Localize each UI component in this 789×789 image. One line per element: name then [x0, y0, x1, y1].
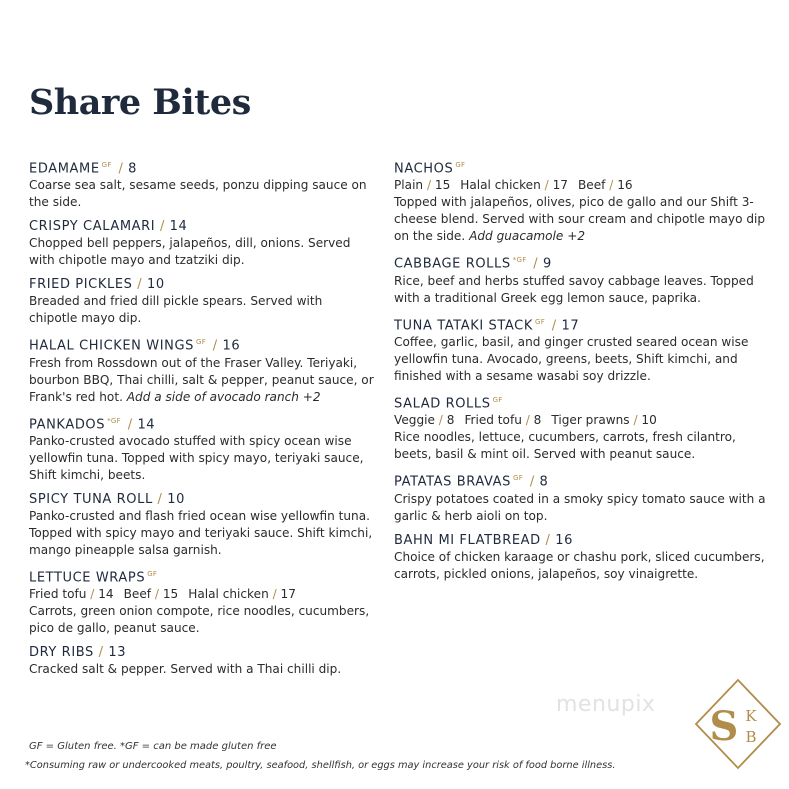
menu-option-label: Tiger prawns	[551, 413, 630, 428]
menu-option-price: 8	[533, 413, 542, 428]
menu-option	[551, 413, 656, 427]
menu-item	[394, 532, 774, 583]
menu-item-header	[394, 532, 774, 549]
menu-item-name: SPICY TUNA ROLL	[29, 491, 153, 507]
menu-item	[29, 566, 374, 637]
menu-option-label: Halal chicken	[188, 587, 269, 602]
skb-logo-icon	[694, 678, 782, 770]
menu-option-price: 14	[98, 587, 114, 602]
menu-item-price: 8	[539, 474, 549, 490]
menu-option-label: Veggie	[394, 413, 435, 428]
menu-option	[124, 587, 179, 601]
menu-item-name: CRISPY CALAMARI	[29, 219, 156, 235]
menu-item-description-text: Panko-crusted avocado stuffed with spicy ocean wise yellowfin tuna. Topped with spicy mayo, teriyaki sauce, Shift kimchi, beets.	[29, 433, 364, 482]
menu-option	[394, 413, 454, 427]
menu-item-description	[29, 177, 374, 211]
menu-item-price: 14	[169, 219, 188, 235]
price-separator: /	[272, 587, 277, 602]
menu-item	[29, 157, 374, 211]
menu-item-name: NACHOS	[394, 161, 454, 177]
menu-option-label: Fried tofu	[464, 413, 522, 428]
menu-option	[188, 587, 296, 601]
menu-item-price: 8	[128, 161, 138, 177]
menu-item-description	[29, 433, 374, 484]
price-separator: /	[551, 317, 557, 333]
menu-item-description	[394, 273, 774, 307]
menu-item-description-text: Topped with jalapeños, olives, pico de gallo and our Shift 3-cheese blend. Served with sour cream and chipotle mayo dip on the side.	[394, 195, 766, 244]
price-separator: /	[525, 413, 530, 428]
menu-item-name: CABBAGE ROLLS	[394, 256, 511, 272]
menu-item-description	[394, 334, 774, 385]
price-separator: /	[98, 645, 104, 661]
gluten-free-badge: GF	[513, 474, 524, 483]
menu-item	[29, 276, 374, 327]
price-separator: /	[154, 587, 159, 602]
menu-item-description-text: Breaded and fried dill pickle spears. Served with chipotle mayo dip.	[29, 294, 323, 326]
menu-option	[394, 178, 450, 192]
menu-item	[29, 218, 374, 269]
menu-item-price: 14	[137, 416, 156, 432]
menu-item-description-text: Fresh from Rossdown out of the Fraser Valley. Teriyaki, bourbon BBQ, Thai chilli, salt & pepper, peanut sauce, or Frank's red hot.	[29, 355, 374, 404]
price-separator: /	[159, 219, 165, 235]
menu-item-description	[29, 603, 374, 637]
menu-item-description	[29, 355, 374, 406]
menu-item-name: FRIED PICKLES	[29, 277, 133, 293]
menu-item-name: LETTUCE WRAPS	[29, 570, 146, 586]
price-separator: /	[127, 416, 133, 432]
menu-item-price: 16	[222, 338, 241, 354]
menu-item-name: TUNA TATAKI STACK	[394, 317, 533, 333]
menu-item-header	[29, 413, 374, 433]
menu-item-description	[29, 508, 374, 559]
menu-item-description-text: Choice of chicken karaage or chashu pork, sliced cucumbers, carrots, pickled onions, jalapeños, soy vinaigrette.	[394, 549, 765, 581]
menu-item	[394, 157, 774, 245]
gluten-free-badge: *GF	[512, 256, 527, 265]
menu-item-name: DRY RIBS	[29, 645, 94, 661]
menu-item-description-text: Cracked salt & pepper. Served with a Thai chilli dip.	[29, 662, 342, 677]
price-separator: /	[426, 178, 432, 193]
menu-item-description	[394, 429, 774, 463]
page-title: Share Bites	[29, 82, 251, 123]
menu-item	[394, 252, 774, 306]
menu-item-description-text: Coarse sea salt, sesame seeds, ponzu dipping sauce on the side.	[29, 178, 367, 210]
menu-option-label: Fried tofu	[29, 587, 87, 602]
menu-item-description	[394, 491, 774, 525]
menu-item-header	[29, 644, 374, 661]
menu-item	[394, 392, 774, 463]
menu-option-label: Beef	[577, 178, 606, 193]
menu-item-description-text: Carrots, green onion compote, rice noodles, cucumbers, pico de gallo, peanut sauce.	[29, 604, 370, 636]
watermark: menupix	[556, 692, 656, 717]
price-separator: /	[609, 178, 614, 193]
menu-column-left	[29, 157, 374, 685]
menu-item-name: PANKADOS	[29, 416, 106, 432]
menu-item-name: SALAD ROLLS	[394, 396, 491, 412]
menu-item-addon: Add guacamole +2	[469, 229, 586, 244]
gluten-free-note: GF = Gluten free. *GF = can be made gluten free	[29, 741, 277, 752]
menu-option-price: 16	[617, 178, 633, 193]
price-separator: /	[438, 413, 443, 428]
price-separator: /	[118, 161, 124, 177]
menu-item-description-text: Coffee, garlic, basil, and ginger crusted seared ocean wise yellowfin tuna. Avocado, greens, beets, Shift kimchi, and finished with a sesame wasabi soy drizzle.	[394, 334, 749, 383]
menu-item-price: 10	[146, 277, 165, 293]
menu-item-header	[29, 157, 374, 177]
logo-letter-k: K	[745, 707, 757, 725]
menu-item-description-text: Rice, beef and herbs stuffed savoy cabbage leaves. Topped with a traditional Greek egg lemon sauce, paprika.	[394, 273, 754, 305]
price-separator: /	[137, 277, 143, 293]
menu-item-price: 10	[167, 491, 186, 507]
price-separator: /	[90, 587, 95, 602]
menu-item-header	[29, 566, 374, 586]
menu-option-price: 15	[162, 587, 179, 602]
menu-item-header	[394, 157, 774, 177]
menu-item	[29, 334, 374, 405]
menu-option	[29, 587, 114, 601]
menu-option-price: 17	[280, 587, 296, 602]
menu-item-name: PATATAS BRAVAS	[394, 474, 512, 490]
logo-letter-s: S	[709, 703, 739, 750]
menu-item-price: 16	[555, 532, 573, 548]
menu-option-price: 8	[446, 413, 455, 428]
menu-item-header	[29, 334, 374, 354]
menu-item-options	[394, 412, 774, 429]
menu-item-name: EDAMAME	[29, 161, 100, 177]
menu-option-label: Plain	[394, 178, 424, 193]
menu-option-price: 17	[552, 178, 568, 193]
menu-option	[578, 178, 633, 192]
menu-item-options	[29, 586, 374, 603]
price-separator: /	[533, 256, 539, 272]
menu-item-price: 17	[561, 317, 580, 333]
food-safety-warning: *Consuming raw or undercooked meats, poultry, seafood, shellfish, or eggs may increase your risk of food borne illness.	[25, 760, 616, 771]
menu-item-header	[394, 392, 774, 412]
price-separator: /	[212, 338, 218, 354]
logo-letter-b: B	[745, 728, 757, 746]
gluten-free-badge: GF	[195, 338, 207, 347]
menu-item-header	[394, 252, 774, 272]
gluten-free-badge: *GF	[107, 416, 121, 425]
gluten-free-badge: GF	[535, 317, 546, 326]
gluten-free-badge: GF	[492, 395, 503, 404]
menu-option-price: 10	[641, 413, 657, 428]
menu-item-header	[394, 470, 774, 490]
menu-item-description	[29, 235, 374, 269]
menu-item-price: 13	[108, 645, 127, 661]
price-separator: /	[157, 491, 163, 507]
menu-item-description	[394, 194, 774, 245]
price-separator: /	[545, 532, 551, 548]
menu-option-label: Beef	[123, 587, 152, 602]
menu-item	[29, 644, 374, 678]
menu-item-description	[29, 661, 374, 678]
menu-option	[464, 413, 541, 427]
gluten-free-badge: GF	[101, 161, 112, 169]
menu-column-right	[394, 157, 774, 590]
menu-item-description	[29, 293, 374, 327]
menu-item-header	[394, 314, 774, 334]
menu-item-name: HALAL CHICKEN WINGS	[29, 338, 194, 354]
menu-option-price: 15	[434, 178, 451, 193]
menu-item-options	[394, 177, 774, 194]
menu-item-header	[29, 491, 374, 508]
price-separator: /	[544, 178, 549, 193]
menu-item-description-text: Crispy potatoes coated in a smoky spicy tomato sauce with a garlic & herb aioli on top.	[394, 491, 766, 523]
menu-option-label: Halal chicken	[460, 178, 541, 193]
menu-item-description-text: Panko-crusted and flash fried ocean wise yellowfin tuna. Topped with spicy mayo and teriyaki sauce. Shift kimchi, mango pineapple salsa garnish.	[29, 508, 373, 557]
menu-item-addon: Add a side of avocado ranch +2	[126, 389, 321, 404]
price-separator: /	[529, 474, 535, 490]
menu-item-price: 9	[543, 256, 552, 272]
menu-item-description-text: Rice noodles, lettuce, cucumbers, carrots, fresh cilantro, beets, basil & mint oil. Served with peanut sauce.	[394, 430, 736, 462]
menu-item	[394, 470, 774, 524]
menu-item-name: BAHN MI FLATBREAD	[394, 532, 541, 548]
gluten-free-badge: GF	[455, 161, 466, 169]
menu-item-description-text: Chopped bell peppers, jalapeños, dill, onions. Served with chipotle mayo and tzatziki dip.	[29, 236, 351, 268]
menu-item-header	[29, 218, 374, 235]
menu-item	[394, 314, 774, 385]
menu-item	[29, 413, 374, 484]
menu-option	[460, 178, 568, 192]
menu-item	[29, 491, 374, 559]
gluten-free-badge: GF	[147, 569, 158, 578]
menu-item-header	[29, 276, 374, 293]
menu-item-description	[394, 549, 774, 583]
price-separator: /	[633, 413, 638, 428]
